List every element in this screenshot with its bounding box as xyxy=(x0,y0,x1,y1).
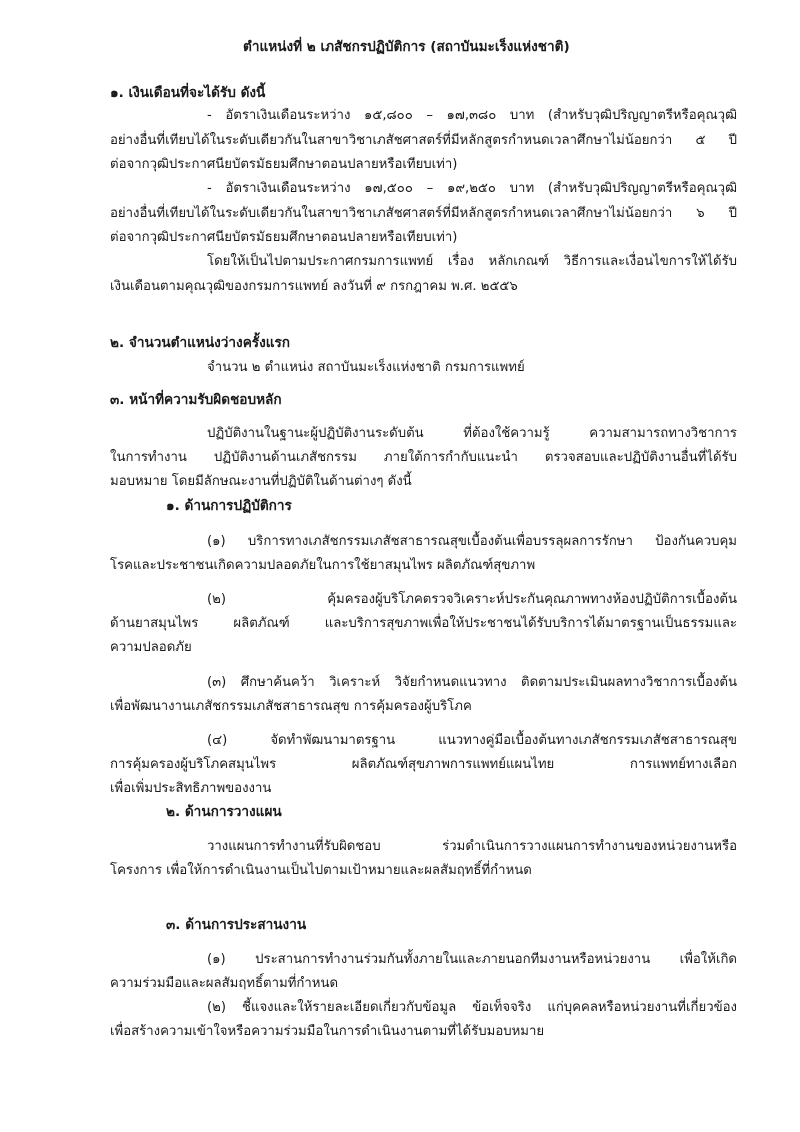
section-heading-salary: ๑. เงินเดือนที่จะได้รับ ดังนี้ xyxy=(110,85,266,101)
list-item-line: (๒) ชี้แจงและให้รายละเอียดเกี่ยวกับข้อมูล ข้อเท็จจริง แก่บุคคลหรือหน่วยงานที่เกี่ยวข้อง xyxy=(207,1000,737,1015)
list-item-line: วางแผนการทำงานที่รับผิดชอบ ร่วมดำเนินการวางแผนการทำงานของหน่วยงานหรือ xyxy=(207,839,737,854)
subsection-heading-coordination: ๓. ด้านการประสานงาน xyxy=(166,917,307,933)
list-item-line: โรคและประชาชนเกิดความปลอดภัยในการใช้ยาสมุนไพร ผลิตภัณฑ์สุขภาพ xyxy=(110,558,536,573)
section-heading-vacancies: ๒. จำนวนตำแหน่งว่างครั้งแรก xyxy=(110,335,291,351)
paragraph-line: มอบหมาย โดยมีลักษณะงานที่ปฏิบัติในด้านต่างๆ ดังนี้ xyxy=(110,474,412,489)
list-item-line: ความปลอดภัย xyxy=(110,640,192,655)
paragraph-line: - อัตราเงินเดือนระหว่าง ๑๗,๕๐๐ – ๑๙,๒๕๐ บาท (สำหรับวุฒิปริญญาตรีหรือคุณวุฒิ xyxy=(207,181,737,196)
list-item-line: (๑) บริการทางเภสัชกรรมเภสัชสาธารณสุขเบื้องต้นเพื่อบรรลุผลการรักษา ป้องกันควบคุม xyxy=(207,534,737,549)
subsection-heading-planning: ๒. ด้านการวางแผน xyxy=(166,804,282,820)
list-item-line: (๓) ศึกษาค้นคว้า วิเคราะห์ วิจัยกำหนดแนวทาง ติดตามประเมินผลทางวิชาการเบื้องต้น xyxy=(207,675,737,690)
subsection-heading-operations: ๑. ด้านการปฏิบัติการ xyxy=(166,498,292,514)
list-item-line: (๒) คุ้มครองผู้บริโภคตรวจวิเคราะห์ประกันคุณภาพทางห้องปฏิบัติการเบื้องต้น xyxy=(207,592,737,607)
document-title: ตำแหน่งที่ ๒ เภสัชกรปฏิบัติการ (สถาบันมะเร็งแห่งชาติ) xyxy=(243,39,570,55)
paragraph-line: - อัตราเงินเดือนระหว่าง ๑๕,๘๐๐ – ๑๗,๓๘๐ บาท (สำหรับวุฒิปริญญาตรีหรือคุณวุฒิ xyxy=(207,108,737,123)
list-item-line: การคุ้มครองผู้บริโภคสมุนไพร ผลิตภัณฑ์สุขภาพการแพทย์แผนไทย การแพทย์ทางเลือก xyxy=(110,757,737,772)
list-item-line: ความร่วมมือและผลสัมฤทธิ์ตามที่กำหนด xyxy=(110,976,339,991)
paragraph-line: ปฏิบัติงานในฐานะผู้ปฏิบัติงานระดับต้น ที่ต้องใช้ความรู้ ความสามารถทางวิชาการ xyxy=(207,426,737,441)
list-item-line: เพื่อพัฒนางานเภสัชกรรมเภสัชสาธารณสุข การคุ้มครองผู้บริโภค xyxy=(110,699,472,714)
list-item-line: เพื่อเพิ่มประสิทธิภาพของงาน xyxy=(110,781,272,796)
list-item-line: (๑) ประสานการทำงานร่วมกันทั้งภายในและภายนอกทีมงานหรือหน่วยงาน เพื่อให้เกิด xyxy=(207,952,737,967)
list-item-line: เพื่อสร้างความเข้าใจหรือความร่วมมือในการดำเนินงานตามที่ได้รับมอบหมาย xyxy=(110,1024,545,1039)
paragraph-line: ในการทำงาน ปฏิบัติงานด้านเภสัชกรรม ภายใต้การกำกับแนะนำ ตรวจสอบและปฏิบัติงานอื่นที่ได้รับ xyxy=(110,450,737,465)
section-heading-responsibilities: ๓. หน้าที่ความรับผิดชอบหลัก xyxy=(110,392,282,408)
list-item-line: ด้านยาสมุนไพร ผลิตภัณฑ์ และบริการสุขภาพเพื่อให้ประชาชนได้รับบริการได้มาตรฐานเป็นธรรมและ xyxy=(110,616,737,631)
paragraph-line: ต่อจากวุฒิประกาศนียบัตรมัธยมศึกษาตอนปลายหรือเทียบเท่า) xyxy=(110,157,458,172)
paragraph-line: ต่อจากวุฒิประกาศนียบัตรมัธยมศึกษาตอนปลายหรือเทียบเท่า) xyxy=(110,230,458,245)
paragraph-line: อย่างอื่นที่เทียบได้ในระดับเดียวกันในสาขาวิชาเภสัชศาสตร์ที่มีหลักสูตรกำหนดเวลาศึกษาไม่น้อยกว่า ๕ ปี xyxy=(110,133,737,148)
paragraph-line: อย่างอื่นที่เทียบได้ในระดับเดียวกันในสาขาวิชาเภสัชศาสตร์ที่มีหลักสูตรกำหนดเวลาศึกษาไม่น้อยกว่า ๖ ปี xyxy=(110,206,737,221)
list-item-line: โครงการ เพื่อให้การดำเนินงานเป็นไปตามเป้าหมายและผลสัมฤทธิ์ที่กำหนด xyxy=(110,863,532,878)
paragraph-line: จำนวน ๒ ตำแหน่ง สถาบันมะเร็งแห่งชาติ กรมการแพทย์ xyxy=(207,360,525,375)
paragraph-line: เงินเดือนตามคุณวุฒิของกรมการแพทย์ ลงวันที่ ๙ กรกฎาคม พ.ศ. ๒๕๕๖ xyxy=(110,279,518,294)
list-item-line: (๔) จัดทำพัฒนามาตรฐาน แนวทางคู่มือเบื้องต้นทางเภสัชกรรมเภสัชสาธารณสุข xyxy=(207,733,737,748)
paragraph-line: โดยให้เป็นไปตามประกาศกรมการแพทย์ เรื่อง หลักเกณฑ์ วิธีการและเงื่อนไขการให้ได้รับ xyxy=(207,254,737,269)
